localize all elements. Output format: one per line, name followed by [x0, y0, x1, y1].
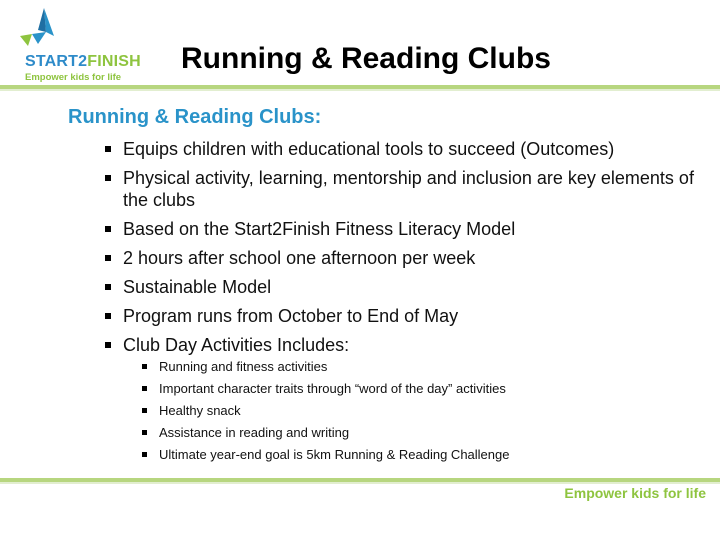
- list-item: [105, 276, 695, 298]
- logo-wordmark-start: START2: [25, 53, 88, 70]
- square-bullet-icon: [142, 364, 147, 369]
- list-item: [105, 247, 695, 269]
- list-item: [105, 334, 695, 356]
- logo-tagline: Empower kids for life: [25, 72, 122, 83]
- header-divider-shade: [0, 89, 720, 91]
- square-bullet-icon: [105, 255, 111, 261]
- start2finish-logo: [8, 6, 158, 82]
- list-item: [105, 305, 695, 327]
- sub-list-item-text: Ultimate year-end goal is 5km Running & Reading Challenge: [159, 447, 510, 462]
- list-item: [105, 218, 695, 240]
- sub-list-item: [142, 425, 642, 441]
- sub-list-item: [142, 403, 642, 419]
- logo-wordmark: [25, 53, 141, 71]
- square-bullet-icon: [142, 386, 147, 391]
- square-bullet-icon: [105, 342, 111, 348]
- square-bullet-icon: [142, 408, 147, 413]
- list-item-text: 2 hours after school one afternoon per week: [123, 248, 476, 268]
- sub-list-item: [142, 381, 642, 397]
- sub-list-item: [142, 359, 642, 375]
- sub-bullet-list: [142, 359, 642, 469]
- square-bullet-icon: [142, 452, 147, 457]
- list-item: [105, 138, 695, 160]
- sub-list-item: [142, 447, 642, 463]
- sub-list-item-text: Assistance in reading and writing: [159, 425, 350, 440]
- logo-wordmark-finish: FINISH: [87, 53, 141, 70]
- main-bullet-list: [105, 138, 695, 363]
- list-item-text: Program runs from October to End of May: [123, 306, 459, 326]
- sub-list-item-text: Running and fitness activities: [159, 359, 328, 374]
- list-item-text: Based on the Start2Finish Fitness Literacy Model: [123, 219, 516, 239]
- footer-divider-shade: [0, 482, 720, 484]
- footer-tagline: Empower kids for life: [564, 485, 706, 501]
- list-item-text: Club Day Activities Includes:: [123, 335, 350, 355]
- list-item-text: Equips children with educational tools to succeed (Outcomes): [123, 139, 615, 159]
- square-bullet-icon: [105, 284, 111, 290]
- section-heading: Running & Reading Clubs:: [68, 106, 322, 128]
- page-title: Running & Reading Clubs: [181, 42, 551, 75]
- square-bullet-icon: [105, 226, 111, 232]
- sub-list-item-text: Healthy snack: [159, 403, 241, 418]
- square-bullet-icon: [105, 146, 111, 152]
- list-item-text: Physical activity, learning, mentorship and inclusion are key elements of the clubs: [123, 168, 694, 210]
- runner-logo-icon: [16, 6, 64, 52]
- list-item-text: Sustainable Model: [123, 277, 272, 297]
- square-bullet-icon: [142, 430, 147, 435]
- list-item: [105, 167, 695, 211]
- square-bullet-icon: [105, 175, 111, 181]
- square-bullet-icon: [105, 313, 111, 319]
- sub-list-item-text: Important character traits through “word of the day” activities: [159, 381, 506, 396]
